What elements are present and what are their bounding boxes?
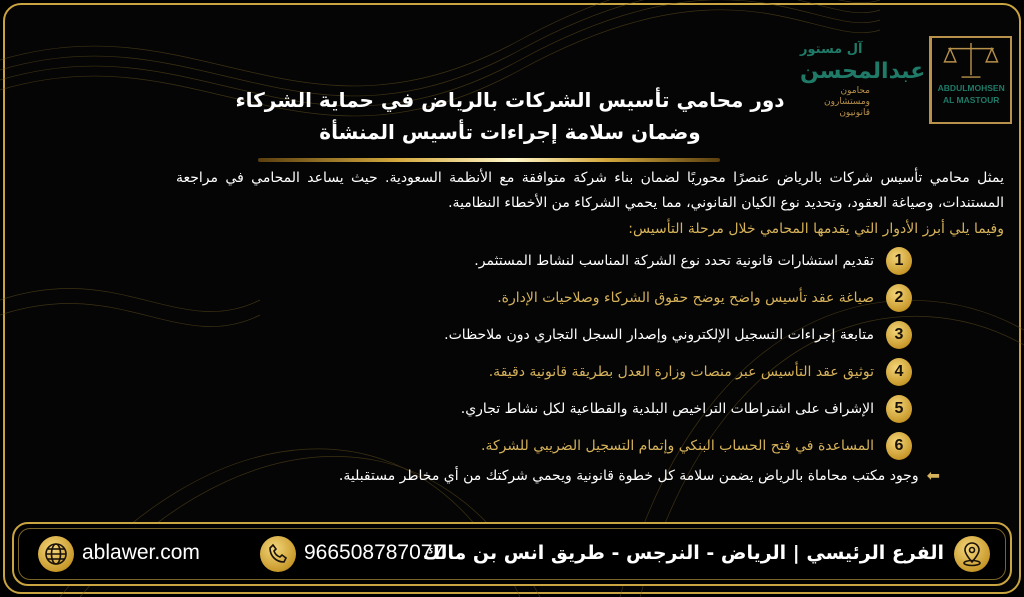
logo-arabic-family: آل مستور [800, 42, 863, 57]
list-item-text: صياغة عقد تأسيس واضح يوضح حقوق الشركاء وصلاحيات الإدارة. [497, 289, 874, 306]
list-item [250, 427, 912, 464]
phone-icon [260, 536, 296, 572]
page-title: دور محامي تأسيس الشركات بالرياض في حماية الشركاء وضمان سلامة إجراءات تأسيس المنشأة [235, 88, 785, 144]
number-badge: 1 [886, 247, 912, 275]
list-item [250, 279, 912, 316]
list-item-text: متابعة إجراءات التسجيل الإلكتروني وإصدار السجل التجاري دون ملاحظات. [444, 326, 874, 343]
phone-number[interactable]: 966508787077 [304, 541, 445, 564]
number-badge: 6 [886, 432, 912, 460]
lead-text: وفيما يلي أبرز الأدوار التي يقدمها المحامي خلال مرحلة التأسيس: [628, 221, 1004, 237]
roles-list [250, 242, 912, 464]
arrow-left-icon: ⬅ [926, 466, 940, 485]
main-content [0, 84, 1024, 488]
divider [258, 158, 720, 162]
closing-text: وجود مكتب محاماة بالرياض يضمن سلامة كل خطوة قانونية ويحمي شركتك من أي مخاطر مستقبلية. [338, 468, 919, 484]
number-badge: 4 [886, 358, 912, 386]
website-link[interactable]: ablawer.com [82, 541, 200, 564]
contact-bar [12, 522, 1012, 586]
logo-arabic-name: عبدالمحسن [800, 59, 926, 84]
closing-statement [250, 464, 940, 488]
number-badge: 2 [886, 284, 912, 312]
list-item-text: المساعدة في فتح الحساب البنكي وإتمام التسجيل الضريبي للشركة. [481, 437, 874, 454]
list-item-text: توثيق عقد التأسيس عبر منصات وزارة العدل بطريقة قانونية دقيقة. [488, 363, 874, 380]
location-pin-icon [954, 536, 990, 572]
list-item-text: الإشراف على اشتراطات التراخيص البلدية والقطاعية لكل نشاط تجاري. [460, 400, 874, 417]
address-text: الفرع الرئيسي | الرياض - النرجس - طريق انس بن مالك [422, 542, 944, 564]
number-badge: 3 [886, 321, 912, 349]
globe-icon [38, 536, 74, 572]
intro-paragraph: يمثل محامي تأسيس شركات بالرياض عنصرًا محوريًا لضمان بناء شركة متوافقة مع الأنظمة السعودية. حيث يساعد المحامي في مراجعة المستندات، وصياغة العقود، وتحديد نوع الكيان القانوني، مما يحمي الشركاء من الأخطاء النظامية. [176, 170, 1004, 211]
scales-of-justice-icon [935, 38, 1007, 82]
list-item [250, 242, 912, 279]
number-badge: 5 [886, 395, 912, 423]
list-item [250, 390, 912, 427]
logo-english-name: ABDULMOHSEN AL MASTOUR [937, 83, 1005, 105]
logo-tagline: محامون ومستشارون قانونيون [824, 86, 870, 118]
list-item-text: تقديم استشارات قانونية تحدد نوع الشركة المناسب لنشاط المستثمر. [474, 252, 874, 269]
list-item [250, 353, 912, 390]
list-item [250, 316, 912, 353]
